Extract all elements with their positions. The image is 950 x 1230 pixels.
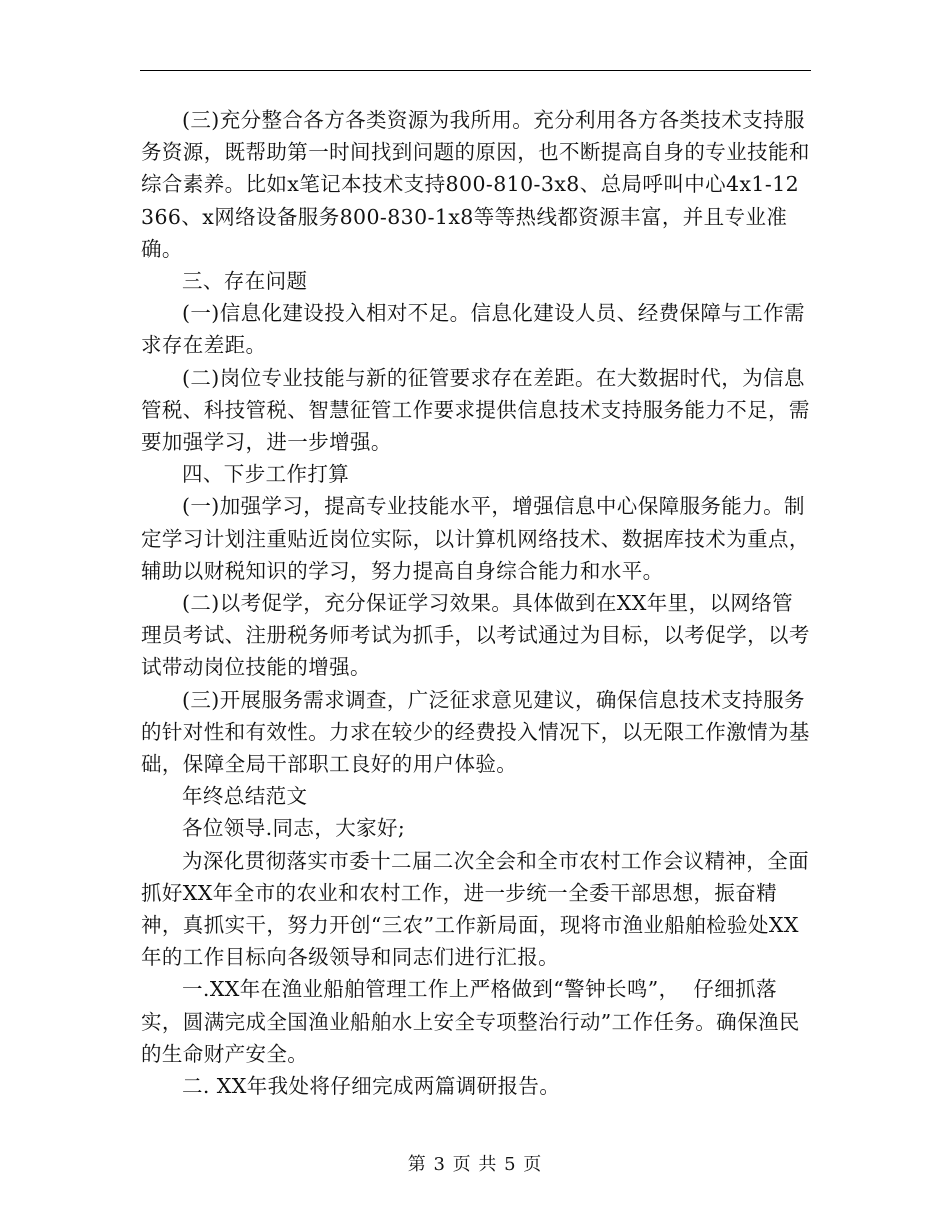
heading-existing-problems: 三、存在问题	[182, 269, 308, 294]
paragraph-introduction: 为深化贯彻落实市委十二届二次全会和全市农村工作会议精神，全面抓好XX年全市的农业和农村工作，进一步统一全委干部思想，振奋精神，真抓实干，努力开创“三农”工作新局面，现将市渔业船舶检验处XX年的工作目标向各级领导和同志们进行汇报。	[141, 848, 809, 970]
paragraph-problem-skills-gap: (二)岗位专业技能与新的征管要求存在差距。在大数据时代，为信息管税、科技管税、智慧征管工作要求提供信息技术支持服务能力不足，需要加强学习，进一步增强。	[141, 365, 810, 455]
paragraph-plan-exams: (二)以考促学，充分保证学习效果。具体做到在XX年里，以网络管理员考试、注册税务师考试为抓手，以考试通过为目标，以考促学，以考试带动岗位技能的增强。	[141, 591, 810, 680]
page-number-footer: 第 3 页 共 5 页	[407, 1154, 543, 1175]
heading-year-end-summary: 年终总结范文	[182, 784, 308, 809]
paragraph-plan-study: (一)加强学习，提高专业技能水平，增强信息中心保障服务能力。制定学习计划注重贴近岗位实际，以计算机网络技术、数据库技术为重点，辅助以财税知识的学习，努力提高自身综合能力和水平。	[141, 494, 810, 583]
paragraph-goal-one: 一.XX年在渔业船舶管理工作上严格做到“警钟长鸣”， 仔细抓落实，圆满完成全国渔业船舶水上安全专项整治行动”工作任务。确保渔民的生命财产安全。	[141, 977, 800, 1066]
paragraph-problem-investment: (一)信息化建设投入相对不足。信息化建设人员、经费保障与工作需求存在差距。	[141, 301, 805, 358]
heading-next-steps: 四、下步工作打算	[182, 462, 350, 487]
paragraph-resource-integration: (三)充分整合各方各类资源为我所用。充分利用各方各类技术支持服务资源，既帮助第一时间找到问题的原因，也不断提高自身的专业技能和综合素养。比如x笔记本技术支持800-810-3x8、总局呼叫中心4x1-12366、x网络设备服务800-830-1x8等等热线都资源丰富，并且专业准确。	[141, 108, 810, 261]
header-rule	[140, 70, 811, 71]
document-body	[141, 104, 811, 1102]
paragraph-goal-two: 二. XX年我处将仔细完成两篇调研报告。	[182, 1074, 561, 1099]
paragraph-plan-service-survey: (三)开展服务需求调查，广泛征求意见建议，确保信息技术支持服务的针对性和有效性。力求在较少的经费投入情况下，以无限工作激情为基础，保障全局干部职工良好的用户体验。	[141, 687, 810, 777]
paragraph-greeting: 各位领导.同志，大家好;	[182, 816, 406, 841]
